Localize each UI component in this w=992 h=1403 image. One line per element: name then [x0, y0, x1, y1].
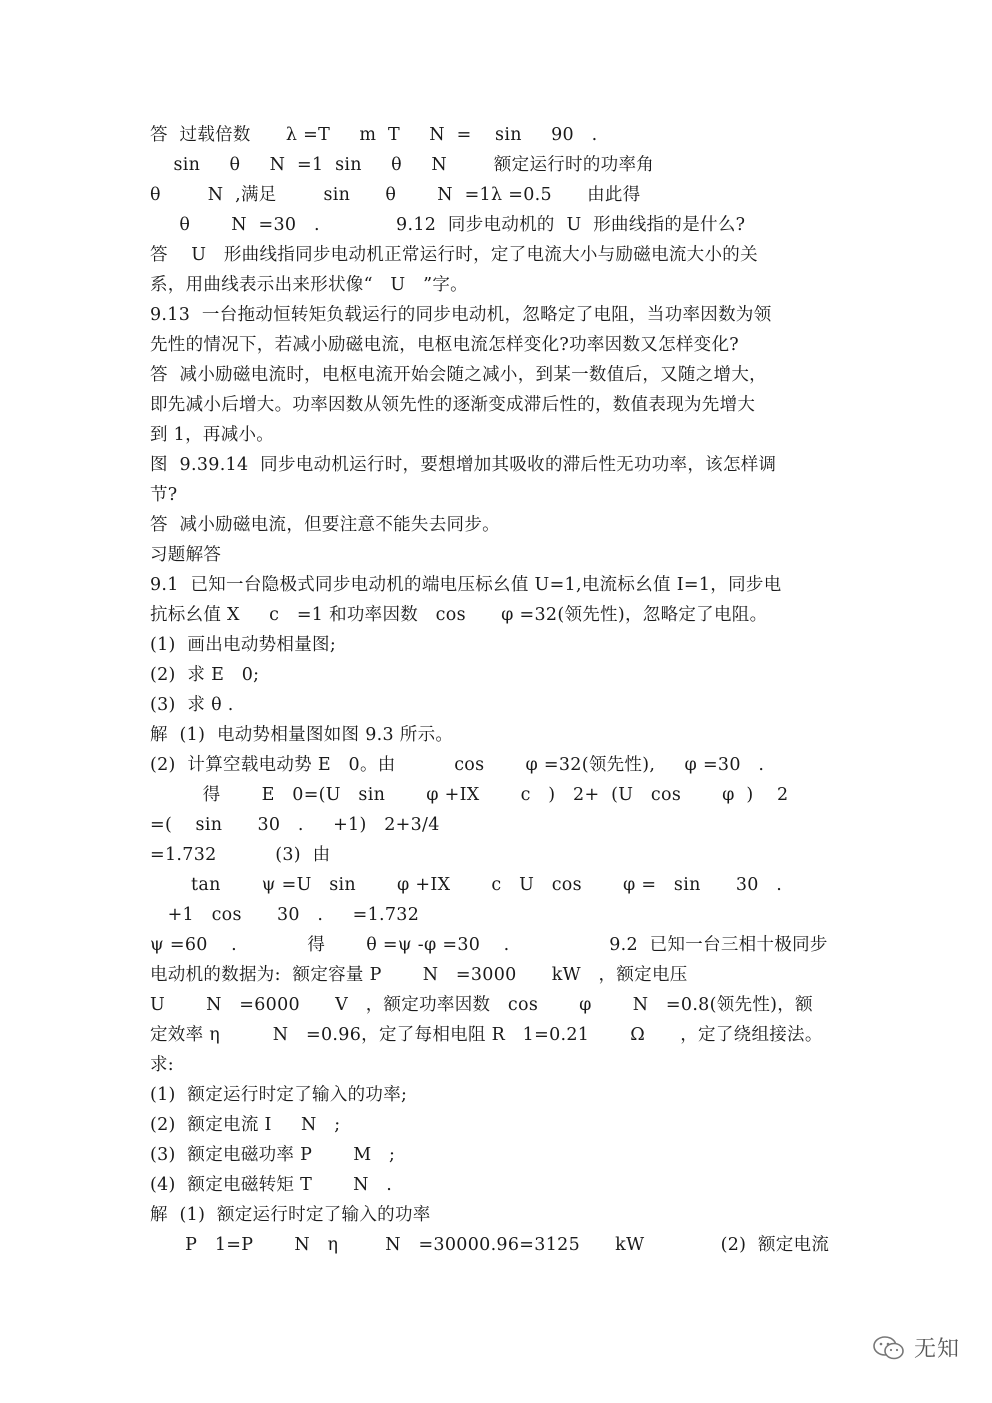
text-line: sin θ N =1 sin θ N 额定运行时的功率角 [150, 155, 655, 175]
text-line: 抗标幺值 X c =1 和功率因数 cos φ =32(领先性)，忽略定了电阻。 [150, 605, 768, 625]
text-line: 电动机的数据为: 额定容量 P N =3000 kW ，额定电压 [150, 965, 688, 985]
text-line: 求: [150, 1055, 174, 1075]
text-line: 得 E 0=(U sin φ +IX c ) 2+ (U cos φ ) 2 [150, 785, 789, 805]
text-line: (2) 额定电流 I N ; [150, 1115, 341, 1135]
wechat-icon [872, 1335, 906, 1361]
text-line: (1) 额定运行时定了输入的功率; [150, 1085, 408, 1105]
text-line: (4) 额定电磁转矩 T N . [150, 1175, 393, 1195]
text-line: 即先减小后增大。功率因数从领先性的逐渐变成滞后性的，数值表现为先增大 [150, 395, 756, 415]
text-line: +1 cos 30 . =1.732 [150, 905, 420, 925]
text-line: 答 减小励磁电流，但要注意不能失去同步。 [150, 515, 500, 535]
text-line: tan ψ =U sin φ +IX c U cos φ = sin 30 . [150, 875, 783, 895]
text-line: θ N ,满足 sin θ N =1λ =0.5 由此得 [150, 185, 641, 205]
watermark [872, 1332, 960, 1363]
text-line: 答 U 形曲线指同步电动机正常运行时，定了电流大小与励磁电流大小的关 [150, 245, 758, 265]
text-line: 9.1 已知一台隐极式同步电动机的端电压标幺值 U=1,电流标幺值 I=1，同步电 [150, 575, 782, 595]
watermark-label: 无知 [913, 1337, 960, 1362]
text-line: (2) 计算空载电动势 E 0。由 cos φ =32(领先性), φ =30 . [150, 755, 765, 775]
text-line: 节? [150, 485, 178, 505]
text-line: (3) 额定电磁功率 P M ; [150, 1145, 396, 1165]
text-line: =1.732 (3) 由 [150, 845, 331, 865]
section-heading: 习题解答 [150, 545, 222, 565]
text-line: (2) 求 E 0; [150, 665, 260, 685]
text-line: 解 (1) 电动势相量图如图 9.3 所示。 [150, 725, 454, 745]
text-line: 9.13 一台拖动恒转矩负载运行的同步电动机，忽略定了电阻，当功率因数为领 [150, 305, 772, 325]
text-line: θ N =30 . 9.12 同步电动机的 U 形曲线指的是什么? [150, 215, 746, 235]
text-line: (1) 画出电动势相量图; [150, 635, 337, 655]
text-line: U N =6000 V ，额定功率因数 cos φ N =0.8(领先性)，额 [150, 995, 813, 1015]
text-line: 系，用曲线表示出来形状像“ U ”字。 [150, 275, 468, 295]
text-line: 答 过载倍数 λ =T m T N = sin 90 . [150, 125, 598, 145]
text-line: P 1=P N η N =30000.96=3125 kW (2) 额定电流 [150, 1235, 830, 1255]
text-line: =( sin 30 . +1) 2+3/4 [150, 815, 440, 835]
text-line: 答 减小励磁电流时，电枢电流开始会随之减小，到某一数值后，又随之增大， [150, 365, 767, 385]
text-line: 先性的情况下，若减小励磁电流，电枢电流怎样变化?功率因数又怎样变化? [150, 335, 739, 355]
text-line: ψ =60 . 得 θ =ψ -φ =30 . 9.2 已知一台三相十极同步 [150, 935, 828, 955]
text-line: 到 1，再减小。 [150, 425, 275, 445]
text-line: 图 9.39.14 同步电动机运行时，要想增加其吸收的滞后性无功功率，该怎样调 [150, 455, 777, 475]
text-line: 定效率 η N =0.96，定了每相电阻 R 1=0.21 Ω ，定了绕组接法。 [150, 1025, 823, 1045]
text-line: 解 (1) 额定运行时定了输入的功率 [150, 1205, 431, 1225]
text-line: (3) 求 θ . [150, 695, 234, 715]
